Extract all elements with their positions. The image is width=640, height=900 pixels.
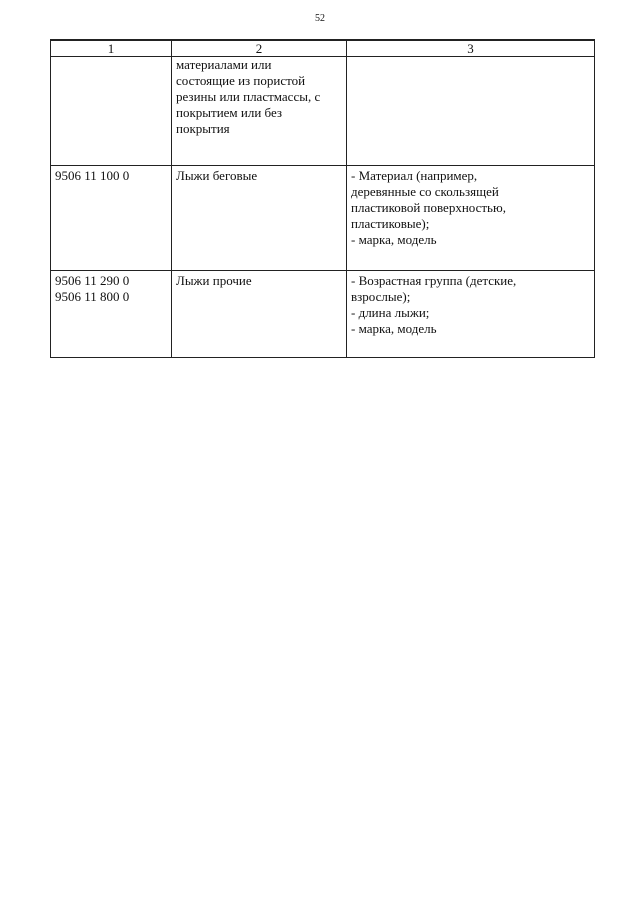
characteristic-line: пластиковой поверхностью, [351,200,506,215]
characteristics-cell [347,271,595,358]
characteristics-cell [347,166,595,271]
table-row [51,271,595,358]
product-characteristics-table [50,39,595,358]
page-number: 52 [315,13,325,24]
characteristic-line: - марка, модель [351,321,437,336]
code-value: 9506 11 290 0 [55,273,130,288]
table-row [51,166,595,271]
code-value: 9506 11 100 0 [55,168,130,183]
characteristic-line: - длина лыжи; [351,305,430,320]
characteristic-line: взрослые); [351,289,411,304]
column-header-1: 1 [51,40,172,57]
characteristic-line: - Возрастная группа (детские, [351,273,517,288]
code-value: 9506 11 800 0 [55,289,130,304]
characteristic-line: пластиковые); [351,216,430,231]
characteristic-line: деревянные со скользящей [351,184,499,199]
table-header-row [51,40,595,57]
table-row [51,57,595,166]
column-header-3: 3 [347,40,595,57]
name-line: Лыжи беговые [176,168,258,183]
code-cell [51,57,172,166]
name-cell [172,271,347,358]
name-line: материалами или [176,57,272,72]
name-line: покрытия [176,121,230,136]
characteristic-line: - Материал (например, [351,168,478,183]
characteristics-cell [347,57,595,166]
name-line: покрытием или без [176,105,283,120]
name-line: состоящие из пористой [176,73,306,88]
code-cell [51,271,172,358]
name-cell [172,166,347,271]
name-cell [172,57,347,166]
name-line: резины или пластмассы, с [176,89,321,104]
characteristic-line: - марка, модель [351,232,437,247]
column-header-2: 2 [172,40,347,57]
name-line: Лыжи прочие [176,273,252,288]
code-cell [51,166,172,271]
